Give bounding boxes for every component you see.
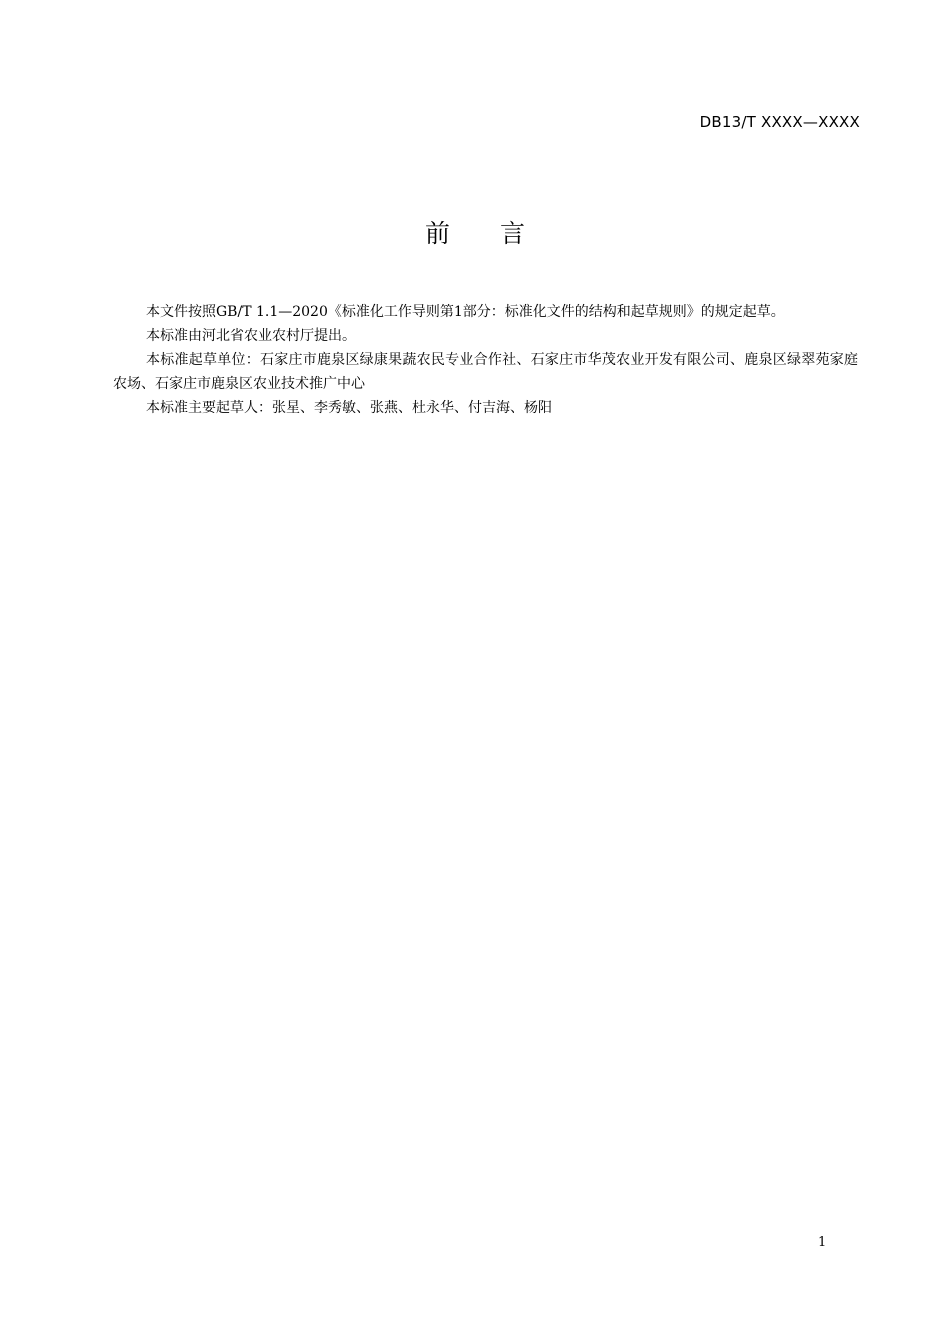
document-code: DB13/T XXXX—XXXX <box>699 113 860 131</box>
section-title <box>0 214 950 250</box>
section-title-char-2: 言 <box>500 219 526 248</box>
foreword-body <box>113 300 858 420</box>
paragraph-drafting-basis: 本文件按照GB/T 1.1—2020《标准化工作导则第1部分：标准化文件的结构和起草规则》的规定起草。 <box>146 304 785 320</box>
section-title-char-1: 前 <box>424 219 450 248</box>
paragraph-drafters: 本标准主要起草人：张星、李秀敏、张燕、杜永华、付吉海、杨阳 <box>146 400 552 416</box>
page-number: 1 <box>818 1235 827 1250</box>
paragraph-drafting-units: 本标准起草单位：石家庄市鹿泉区绿康果蔬农民专业合作社、石家庄市华茂农业开发有限公司、鹿泉区绿翠苑家庭农场、石家庄市鹿泉区农业技术推广中心 <box>113 352 858 392</box>
paragraph-proposer: 本标准由河北省农业农村厅提出。 <box>146 328 356 344</box>
